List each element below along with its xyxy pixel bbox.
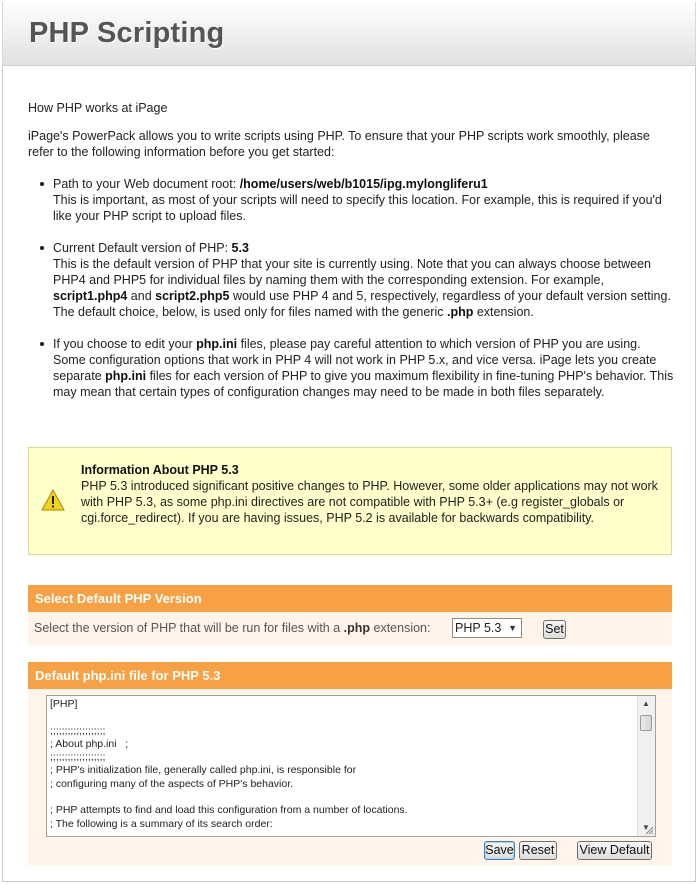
php53-notice bbox=[28, 447, 672, 555]
version-section-header: Select Default PHP Version bbox=[28, 585, 672, 612]
page-title: PHP Scripting bbox=[29, 17, 225, 49]
version-label: Select the version of PHP that will be run for files with a .php extension: bbox=[34, 621, 431, 635]
editor-scrollbar[interactable] bbox=[637, 696, 655, 836]
set-button[interactable]: Set bbox=[543, 620, 566, 639]
current-version: 5.3 bbox=[231, 241, 249, 255]
php-ini-editor[interactable] bbox=[46, 695, 656, 837]
scrollbar-thumb[interactable] bbox=[640, 715, 652, 731]
list-item-phpini: If you choose to edit your php.ini files, please pay careful attention to which version of PHP you are using. Some configuration options that work in PHP 4 will not work in PHP 5.x, and vice versa. iPage lets you create separate php.ini files for each version of PHP to give you maximum flexibility in fine-tuning PHP's behavior. This may mean that certain types of configuration changes may need to be made in both files separately. bbox=[53, 337, 674, 399]
save-button[interactable]: Save bbox=[484, 841, 515, 860]
scroll-down-icon[interactable]: ▼ bbox=[642, 823, 650, 832]
notice-title: Information About PHP 5.3 bbox=[81, 463, 239, 477]
warning-icon bbox=[41, 489, 65, 511]
ini-section-body bbox=[28, 689, 672, 865]
chevron-down-icon: ▼ bbox=[508, 623, 517, 633]
main-content bbox=[28, 100, 674, 416]
doc-root-path: /home/users/web/b1015/ipg.mylongliferu1 bbox=[239, 177, 488, 191]
list-item-doc-root: Path to your Web document root: /home/users/web/b1015/ipg.mylongliferu1 This is important, as most of your scripts will need to specify this location. For example, this is required if you'd like your PHP script to upload files. bbox=[53, 176, 674, 224]
view-default-button[interactable]: View Default bbox=[577, 841, 652, 860]
info-list bbox=[28, 176, 674, 400]
intro-paragraph: iPage's PowerPack allows you to write scripts using PHP. To ensure that your PHP scripts work smoothly, please refer to the following information before you get started: bbox=[28, 129, 650, 159]
reset-button[interactable]: Reset bbox=[519, 841, 557, 860]
php-ini-content: [PHP] ;;;;;;;;;;;;;;;;;;; ; About php.ini ; ;;;;;;;;;;;;;;;;;;; ; PHP's initialization file, generally called php.ini, is responsible for ; configuring many of the aspects of PHP's behavior. ; PHP attempts to find and load this configuration from a number of locations. ; The following is a summary of its search order: bbox=[50, 698, 408, 830]
ini-section-header: Default php.ini file for PHP 5.3 bbox=[28, 662, 672, 689]
list-item-default-version: Current Default version of PHP: 5.3 This is the default version of PHP that your site is currently using. Note that you can always choose between PHP4 and PHP5 for individual files by naming them with the corresponding extension. For example, script1.php4 and script2.php5 would use PHP 4 and 5, respectively, regardless of your default version setting. The default choice, below, is used only for files named with the generic .php extension. bbox=[53, 240, 674, 320]
notice-text: PHP 5.3 introduced significant positive changes to PHP. However, some older applications may not work with PHP 5.3, as some php.ini directives are not compatible with PHP 5.3+ (e.g register_globals or cgi.force_redirect). If you are having issues, PHP 5.2 is available for backwards compatibility. bbox=[81, 479, 658, 525]
resize-grip-icon[interactable] bbox=[644, 825, 654, 835]
version-section-body bbox=[28, 612, 672, 645]
scroll-up-icon[interactable]: ▲ bbox=[642, 699, 650, 708]
php-version-select[interactable]: PHP 5.3 ▼ bbox=[452, 618, 522, 638]
intro-heading: How PHP works at iPage bbox=[28, 101, 168, 115]
page-header bbox=[2, 2, 696, 66]
